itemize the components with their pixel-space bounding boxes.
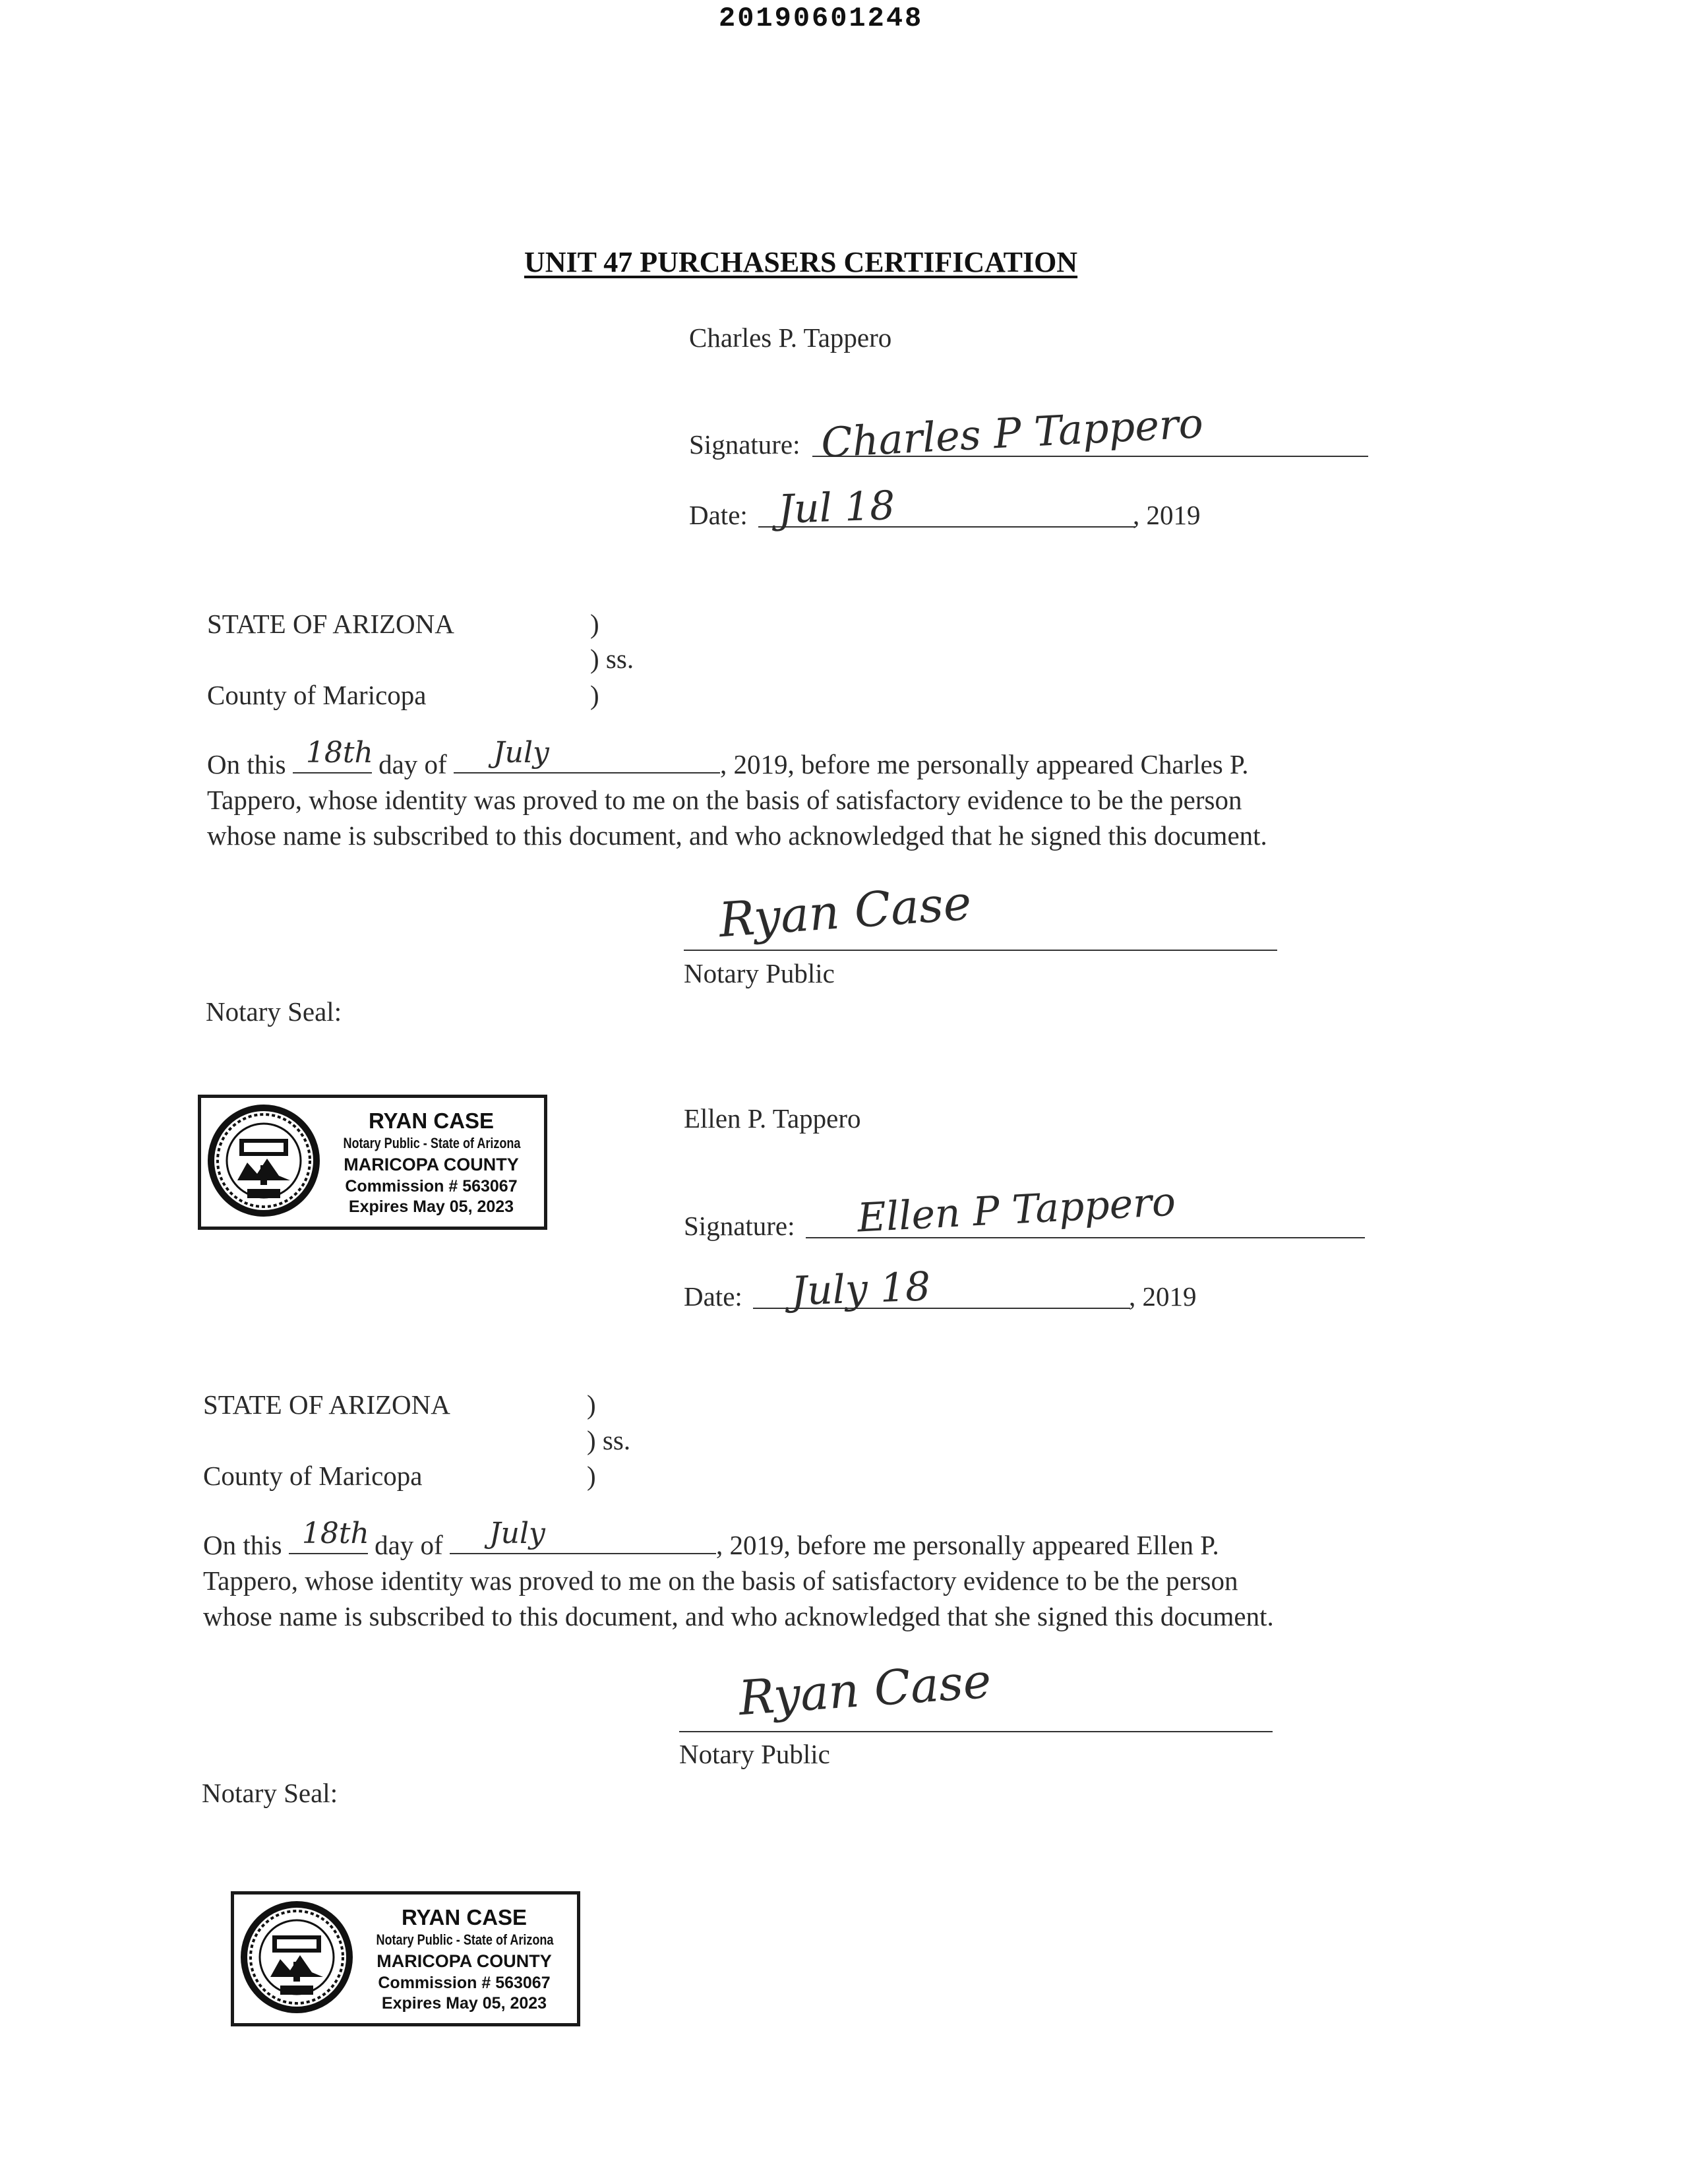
ack-line2: Tappero, whose identity was proved to me on the basis of satisfactory evidence to be the person (203, 1565, 1238, 1596)
notary-stamp (198, 1095, 547, 1230)
document-title: UNIT 47 PURCHASERS CERTIFICATION (524, 246, 1078, 278)
on-this-text: On this (207, 749, 286, 779)
notary-seal-label: Notary Seal: (206, 996, 342, 1027)
stamp-expires: Expires May 05, 2023 (348, 1198, 514, 1216)
handwritten-day: 18th (301, 1517, 369, 1550)
purchaser-name: Ellen P. Tappero (684, 1103, 861, 1134)
acknowledgment-paragraph (207, 736, 1267, 853)
on-this-text: On this (203, 1530, 282, 1560)
signature-label: Signature: (684, 1211, 795, 1241)
ack-line1-text: , 2019, before me personally appeared Charles P. (719, 749, 1249, 779)
handwritten-signature: Charles P Tappero (820, 398, 1205, 468)
stamp-commission: Commission # 563067 (378, 1974, 551, 1992)
ack-line3: whose name is subscribed to this document, and who acknowledged that she signed this document. (203, 1601, 1274, 1631)
state-label: STATE OF ARIZONA (207, 609, 454, 639)
venue-paren: ) (590, 680, 599, 710)
stamp-title: Notary Public - State of Arizona (343, 1135, 521, 1151)
date-label: Date: (689, 500, 748, 530)
notary-public-label: Notary Public (684, 958, 835, 988)
notary-signature: Ryan Case (737, 1653, 993, 1726)
handwritten-month: July (493, 736, 549, 770)
county-label: County of Maricopa (207, 680, 427, 710)
handwritten-signature: Ellen P Tappero (856, 1178, 1177, 1242)
ack-day-blank (289, 1517, 369, 1554)
handwritten-day: 18th (305, 736, 373, 770)
notary-signature-line (684, 950, 1277, 951)
arizona-seal-icon (208, 1105, 320, 1217)
stamp-county: MARICOPA COUNTY (377, 1951, 552, 1971)
notary-signature-line (679, 1731, 1273, 1732)
handwritten-month: July (489, 1517, 545, 1550)
date-year: , 2019 (1129, 1281, 1197, 1312)
stamp-name: RYAN CASE (368, 1108, 495, 1133)
county-label: County of Maricopa (203, 1461, 423, 1491)
venue-ss: ) ss. (587, 1425, 631, 1455)
stamp-county: MARICOPA COUNTY (344, 1155, 519, 1174)
ack-line2: Tappero, whose identity was proved to me on the basis of satisfactory evidence to be the person (207, 785, 1242, 815)
stamp-commission: Commission # 563067 (345, 1177, 518, 1196)
handwritten-date: Jul 18 (777, 482, 896, 533)
handwritten-date: July 18 (790, 1263, 932, 1315)
stamp-name: RYAN CASE (401, 1905, 528, 1929)
notary-public-label: Notary Public (679, 1739, 830, 1769)
stamp-title: Notary Public - State of Arizona (376, 1931, 554, 1948)
day-of-text: day of (375, 1530, 443, 1560)
date-label: Date: (684, 1281, 742, 1312)
purchaser-name: Charles P. Tappero (689, 322, 892, 353)
arizona-seal-icon (241, 1901, 353, 2013)
venue-paren: ) (587, 1461, 596, 1491)
ack-month-blank (450, 1517, 716, 1554)
venue-paren: ) (590, 609, 599, 639)
day-of-text: day of (378, 749, 447, 779)
acknowledgment-paragraph (203, 1517, 1274, 1634)
notary-signature: Ryan Case (717, 874, 973, 948)
ack-month-blank (454, 736, 720, 774)
state-label: STATE OF ARIZONA (203, 1389, 450, 1420)
notary-seal-label: Notary Seal: (202, 1778, 338, 1808)
ack-day-blank (293, 736, 373, 774)
venue-ss: ) ss. (590, 644, 634, 674)
signature-label: Signature: (689, 429, 800, 460)
ack-line1-text: , 2019, before me personally appeared Ellen P. (715, 1530, 1219, 1560)
date-year: , 2019 (1133, 500, 1201, 530)
stamp-expires: Expires May 05, 2023 (381, 1994, 547, 2013)
venue-paren: ) (587, 1389, 596, 1420)
notary-stamp (231, 1891, 580, 2026)
ack-line3: whose name is subscribed to this document, and who acknowledged that he signed this document. (207, 820, 1267, 851)
document-number: 20190601248 (719, 3, 924, 34)
